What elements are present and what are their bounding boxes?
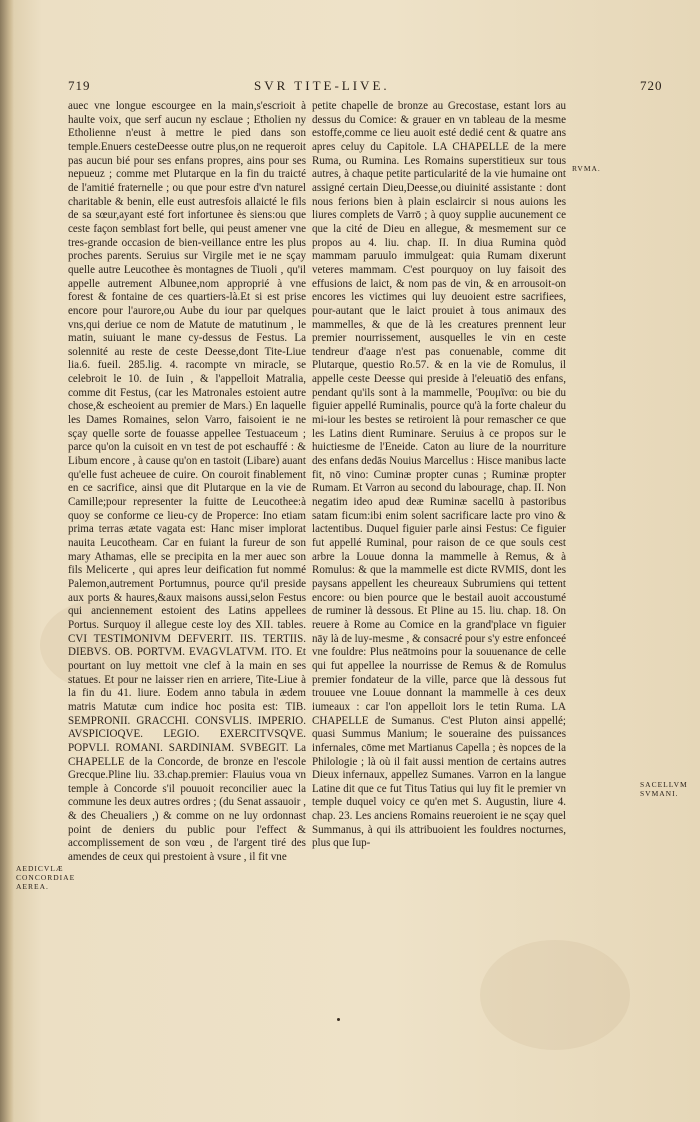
margin-note-sacellum <box>640 780 688 798</box>
page-number-left: 719 <box>68 78 91 93</box>
left-column-text: auec vne longue escourgee en la main,s'escrioit à haulte voix, que serf aucun ny esclaue ; Etholien ny Etholienne n'eust à mettre le pied dans son temple.Enuers cesteDeesse outre plus,on ne requeroit pas aucun bié pour ses enfans propres, ains pour ses nepueuz ; comme met Plutarque en la fin du traicté de l'amitié fraternelle ; ou que pour estre d'vn naturel charitable & benin, elle eust autresfois allaicté le fils de sa sœur,ayant esté fort infortunee ès siens:ou que ceste façon semblast fort belle, qui peust amener vne tres-grande occasion de bien-veillance entre les plus proches parents. Seruius sur Virgile met ie ne sçay quelle autre Leucothee ès montagnes de Tiuoli , qu'il appelle autrement Albunee,nom approprié à vne forest & fontaine de ces quartiers-là.Et si est prise encore pour l'aurore,ou Aube du iour par quelques vns,qui deriue ce nom de Matute de matutinum , le matin, suiuant le mane cy-dessus de Festus. La solennité au reste de ceste Deesse,dont Tite-Liue lia.6. fueil. 285.lig. 4. racompte vn miracle, se celebroit le 10. de Iuin , & l'appelloit Matralia, comme dit Festus, (car les Matronales estoient autre chose,& escheoient au premier de Mars.) En laquelle les Dames Romaines, selon Varro, faisoient ie ne sçay quelle sorte de fouasse appellee Testuaceum ; parce qu'on la cuisoit en vn test de pot eschauffé : & Libum encore , à cause qu'on en tastoit (Libare) auant qu'elle fust acheuee de cuire. On couroit finablement en ce sacrifice, ainsi que dit Plutarque en la vie de Camille;pour representer la fuitte de Leucothee:à quoy se conforme ce lieu-cy de Properce: Ino etiam prima terras ætate vagata est: Hanc miser implorat nauita Leucotheam. Car en fuiant la fureur de son mary Athamas, elle se precipita en la mer auec son fils Melicerte , qui apres leur deification fut nommé Palemon,autrement Portumnus, pource qu'il preside aux ports & haures,&aux maisons aussi,selon Festus qui anciennement estoient des Latins appellees Portus. Surquoy il allegue ceste loy des XII. tables. CVI TESTIMONIVM DEFVERIT. IIS. TERTIIS. DIEBVS. OB. PORTVM. EVAGVLATVM. ITO. Et pourtant on luy mettoit vne clef à la main en ses statues. Et pour ne laisser rien en arriere, Tite-Liue à la fin du 41. liure. Eodem anno tabula in ædem matris Matutæ cum indice hoc posita est: TIB. SEMPRONII. GRACCHI. CONSVLIS. IMPERIO. AVSPICIOQVE. LEGIO. EXERCITVSQVE. POPVLI. ROMANI. SARDINIAM. SVBEGIT. La CHAPELLE de la Concorde, de bronze en l'escole Grecque.Pline liu. 33.chap.premier: Flauius voua vn temple à Concorde s'il pouuoit reconcilier auec la commune les deux autres ordres ; (du Senat assauoir , & des Cheualiers ,) & comme on ne luy ordonnast point de deniers du public pour l'effect & accomplissement de son vœu , de l'argent tiré des amendes de ceux qui prestoient à vsure , il fit vne <box>68 100 306 864</box>
page-number-right: 720 <box>640 78 663 93</box>
margin-note-line: CONCORDIAE <box>16 873 76 882</box>
margin-note-line: SACELLVM <box>640 780 688 789</box>
margin-note-line: SVMANI. <box>640 789 679 798</box>
running-head: SVR TITE-LIVE. <box>254 78 390 93</box>
binding-edge <box>0 0 14 1122</box>
right-column <box>312 100 566 851</box>
margin-note-aedicula <box>16 864 75 891</box>
printer-ornament <box>337 1018 340 1021</box>
margin-note-line: AEDICVLÆ <box>16 864 64 873</box>
margin-note-line: AEREA. <box>16 882 49 891</box>
right-column-text: petite chapelle de bronze au Grecostase, estant lors au dessus du Comice: & grauer en vn tableau de la mesme estoffe,comme ce lieu auoit esté dedié cent & quatre ans apres celuy du Capitole. LA CHAPELLE de la mere Ruma, ou Rumina. Les Romains superstitieux sur tous autres, à chaque petite particularité de la vie humaine ont assigné certain Dieu,Deesse,ou diuinité assistante : dont nous ferions bien à plain esclaircir si nous auions les liures complets de Varrō ; à quoy supplie aucunement ce que la cité de Dieu en allegue, & mesmement sur ce propos au 4. liu. chap. II. In diua Rumina quòd mammam paruulo immulgeat: quia Rumam dixerunt veteres mammam. C'est pourquoy on luy faisoit des effusions de laict, & nom pas de vin, & en arrousoit-on encores les victimes qui luy deuoient estre sacrifiees, pour-autant que le laict prouiet à tous animaux des mammelles, & que de là les creatures prennent leur premier nourrissement, ausquelles le vin en ceste tendreur d'aage n'est pas conuenable, comme dit Plutarque, questio Ro.57. & en la vie de Romulus, il appelle ceste Deesse qui preside à l'eleuatiō des enfans, pendant qu'ils sont à la mammelle, Ῥουμῖνα: ou bie du figuier appellé Ruminalis, pource qu'à la forte chaleur du mi-iour les bestes se retiroient là pour remascher ce que les Latins dient Ruminare. Seruius à ce propos sur le huictiesme de l'Eneide. Caton au liure de la nourriture des enfans dedās Nouius Marcellus : Hisce manibus lacte fit, nō vino: Cuminæ propter cunas ; Ruminæ propter Rumam. Et Varron au second du labourage, chap. II. Non negatim ideo apud deæ Ruminæ sacellū à pastoribus satam ficum:ibi enim solent sacrificare lacte pro vino & lactentibus. Duquel figuier parle ainsi Festus: Ce figuier fut appellé Ruminal, pour raison de ce que souls cest arbre la Louue donna la mammelle à Remus, & à Romulus: & que la mammelle est dicte RVMIS, dont les paysans appellent les cheureaux Subrumiens qui tettent encore: ou bien pource que le bestail auoit accoustumé de ruminer là dessous. Et Pline au 15. liu. chap. 18. On reuere à Rome au Comice en la grand'place vn figuier nāy là de luy-mesme , & consacré pour s'y estre enfonceé vne fouldre: Plus neātmoins pour la souuenance de celle qui fut appellee la nourrisse de Remus & de Romulus premier fondateur de la ville, parce que là dessous fut trouuee vne Louue donnant la mammelle à ces deux iumeaux : car l'on appelloit lors le tetin Ruma. LA CHAPELLE de Sumanus. C'est Pluton ainsi appellé; quasi Summus Manium; le soueraine des puissances infernales, cōme met Martianus Capella ; ès nopces de la Philologie ; là où il fait aussi mention de certains autres Dieux infernaux, appellez Sumanes. Varron en la langue Latine dit que ce fut Titus Tatius qui luy fit le premier vn temple duquel voicy ce qu'en met S. Augustin, liure 4. chap. 23. Les anciens Romains reueroient ie ne sçay quel Summanus, à qui ils attribuoient les fouldres nocturnes, plus que Iup- <box>312 100 566 850</box>
left-column <box>68 100 306 865</box>
paper-stain <box>480 940 630 1050</box>
margin-note-ruma: RVMA. <box>572 164 601 173</box>
